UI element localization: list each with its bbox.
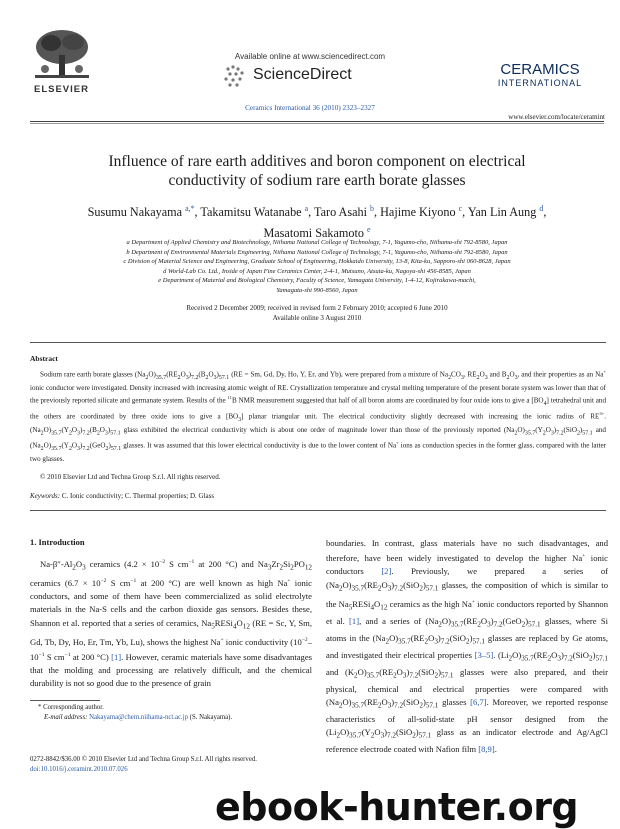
watermark: ebook-hunter.org: [215, 785, 579, 829]
issn-doi-block: [30, 755, 330, 774]
affiliations: [30, 238, 604, 295]
footnote-rule: [30, 700, 100, 701]
affiliation-d: d World-Lab Co. Ltd., Inside of Japan Fine Ceramics Center, 2-4-1, Mutsuno, Atsuta-ku, Nagoya-shi 456-8585, Japan: [163, 267, 471, 275]
abstract-body: Sodium rare earth borate glasses $(Na_2O)_{35.7}(RE_2O_3)_{7.2}(B_2O_3)_{57.1}$ (RE = Sm, Gd, Dy, Ho, Y, Er, and Yb), were prepared from a mixture of $Na_2CO_3$, $RE_2O_3$ and $B_2O_3$, and their properties as an Na+ ionic conductor were investigated. Density increased with increasing atomic weight of RE. Crystallization temperature and crystal melting temperature of the present borate system was lower than that of the previously reported silicate and germanate system. Results of the $^{11}$B NMR measurement suggested that half of all boron atoms are coordinated by four oxide ions to give a $[BO_4]$ tetrahedral unit and the others are coordinated by three oxide ions to give a $[BO_3]$ planar triangular unit. The electrical conductivity slightly decreased with increasing the ionic radius of $RE^{3+}$. $(Na_2O)_{35.7}(Y_2O_3)_{7.2}(B_2O_3)_{57.1}$ glass exhibited the electrical conductivity which is about one order of magnitude lower than those of the previously reported $(Na_2O)_{35.7}(Y_2O_3)_{7.2}(SiO_2)_{57.1}$ and $(Na_2O)_{35.7}(Y_2O_3)_{7.2}(GeO_2)_{57.1}$ glasses. It was assumed that this lower electrical conductivity is due to the lower content of Na+ ions as conduction species in the former glass, compared with the latter two glasses.: [30, 369, 607, 464]
affiliation-a: a Department of Applied Chemistry and Biotechnology, Niihama National College of Technology, 7-1, Yagumo-cho, Niihama-shi 792-8580, Japan: [126, 239, 508, 246]
keywords: Keywords: C. Ionic conductivity; C. Thermal properties; D. Glass: [30, 492, 215, 500]
affiliation-e-cont: Yamagata-shi 990-8560, Japan: [276, 286, 358, 294]
elsevier-tree-logo: [31, 27, 93, 81]
journal-logo-subtitle: INTERNATIONAL: [497, 78, 583, 88]
header-divider: [30, 121, 604, 122]
article-dates: Received 2 December 2009; received in revised form 2 February 2010; accepted 6 June 2010 Available online 3 August 2010: [186, 304, 448, 322]
intro-left-column: $Na-\beta''-Al_2O_3$ ceramics ($4.2 \times 10^{-2}$ S $cm^{-1}$ at 200 °C) and $Na_3Zr_2Si_2PO_{12}$ ceramics ($6.7 \times 10^{-2}$ S $cm^{-1}$ at 200 °C) are well known as high Na+ ionic conductors, and some of them have been commercialized as solid electrolyte materials in the Na-S cells and the carbon dioxide gas sensors. Besides these, Shannon et al. reported that a series of ceramics, $Na_5RESi_4O_{12}$ (RE = Sc, Y, Sm, Gd, Tb, Dy, Ho, Er, Tm, Yb, Lu), shows the highest Na+ ionic conductivity ($10^{-2}-10^{-1}$ S $cm^{-1}$ at 200 °C) [1]. However, ceramic materials have some disadvantages that the molding and processing are relatively difficult, and the chemical durability is not so good due to the presence of grain: [30, 558, 313, 689]
affiliation-e: e Department of Material and Biological Chemistry, Faculty of Science, Yamagata University, 1-4-12, Kojirakawa-machi,: [158, 277, 476, 284]
abstract-heading: Abstract: [30, 354, 58, 363]
available-online-text: Available online at www.sciencedirect.com: [234, 52, 386, 61]
abstract-top-rule: [30, 342, 606, 343]
header-divider-thin: [30, 123, 604, 124]
affiliation-b: b Department of Environmental Materials Engineering, Niihama National College of Technology, 7-1, Yagumo-cho, Niihama-shi 792-8580, Japan: [126, 248, 508, 256]
article-title: Influence of rare earth additives and boron component on electrical conductivity of sodium rare earth borate glasses: [108, 153, 526, 189]
abstract-copyright: © 2010 Elsevier Ltd and Techna Group S.r.l. All rights reserved.: [40, 473, 221, 481]
journal-reference-link[interactable]: Ceramics International 36 (2010) 2323–2327: [245, 104, 375, 112]
elsevier-wordmark: ELSEVIER: [34, 84, 89, 95]
author-list: Susumu Nakayama $^{a,*}$, Takamitsu Watanabe $^a$, Taro Asahi $^b$, Hajime Kiyono $^c$, Yan Lin Aung $^d$, Masatomi Sakamoto $^e$: [87, 204, 547, 241]
sciencedirect-wordmark: ScienceDirect: [253, 66, 352, 83]
abstract-bottom-rule: [30, 510, 606, 511]
journal-homepage-link[interactable]: www.elsevier.com/locate/ceramint: [508, 113, 605, 121]
section-heading-introduction: 1. Introduction: [30, 537, 85, 547]
intro-right-column: boundaries. In contrast, glass materials have no such disadvantages, and therefore, have been widely investigated to develop the higher Na+ ionic conductors [2]. Previously, we prepared a series of $(Na_2O)_{35.7}(RE_2O_3)_{7.2}(SiO_2)_{57.1}$ glasses, the composition of which is similar to the $Na_5RESi_4O_{12}$ ceramics as the high Na+ ionic conductors reported by Shannon et al. [1], and a series of $(Na_2O)_{35.7}(RE_2O_3)_{7.2}(GeO_2)_{57.1}$ glasses, where Si atoms in the $(Na_2O)_{35.7}(RE_2O_3)_{7.2}(SiO_2)_{57.1}$ glasses are replaced by Ge atoms, and investigated their electrical properties [3–5]. $(Li_2O)_{35.7}(RE_2O_3)_{7.2}(SiO_2)_{57.1}$ and $(K_2O)_{35.7}(RE_2O_3)_{7.2}(SiO_2)_{57.1}$ glasses were also prepared, and their physical, chemical and electrical properties were compared with $(Na_2O)_{35.7}(RE_2O_3)_{7.2}(SiO_2)_{57.1}$ glasses [6,7]. Moreover, we reported response characteristics of all-solid-state pH sensor designed from the $(Li_2O)_{35.7}(Y_2O_3)_{7.2}(SiO_2)_{57.1}$ glass as an indicator electrode and Ag/AgCl reference electrode coated with Nafion film [8,9].: [326, 538, 609, 755]
author-email-link[interactable]: Nakayama@chem.niihama-nct.ac.jp: [89, 714, 188, 721]
journal-logo-title: CERAMICS: [500, 61, 580, 78]
affiliation-c: c Division of Material Science and Engineering, Graduate School of Engineering, Hokkaido University, 13-8, Kita-ku, Sapporo-shi 060-8628, Japan: [123, 258, 511, 265]
issn-line: 0272-8842/$36.00 © 2010 Elsevier Ltd and Techna Group S.r.l. All rights reserved.: [30, 756, 257, 763]
footnote: * Corresponding author. E-mail address: Nakayama@chem.niihama-nct.ac.jp (S. Nakayama).: [38, 704, 233, 721]
doi-link[interactable]: doi:10.1016/j.ceramint.2010.07.026: [30, 765, 128, 773]
